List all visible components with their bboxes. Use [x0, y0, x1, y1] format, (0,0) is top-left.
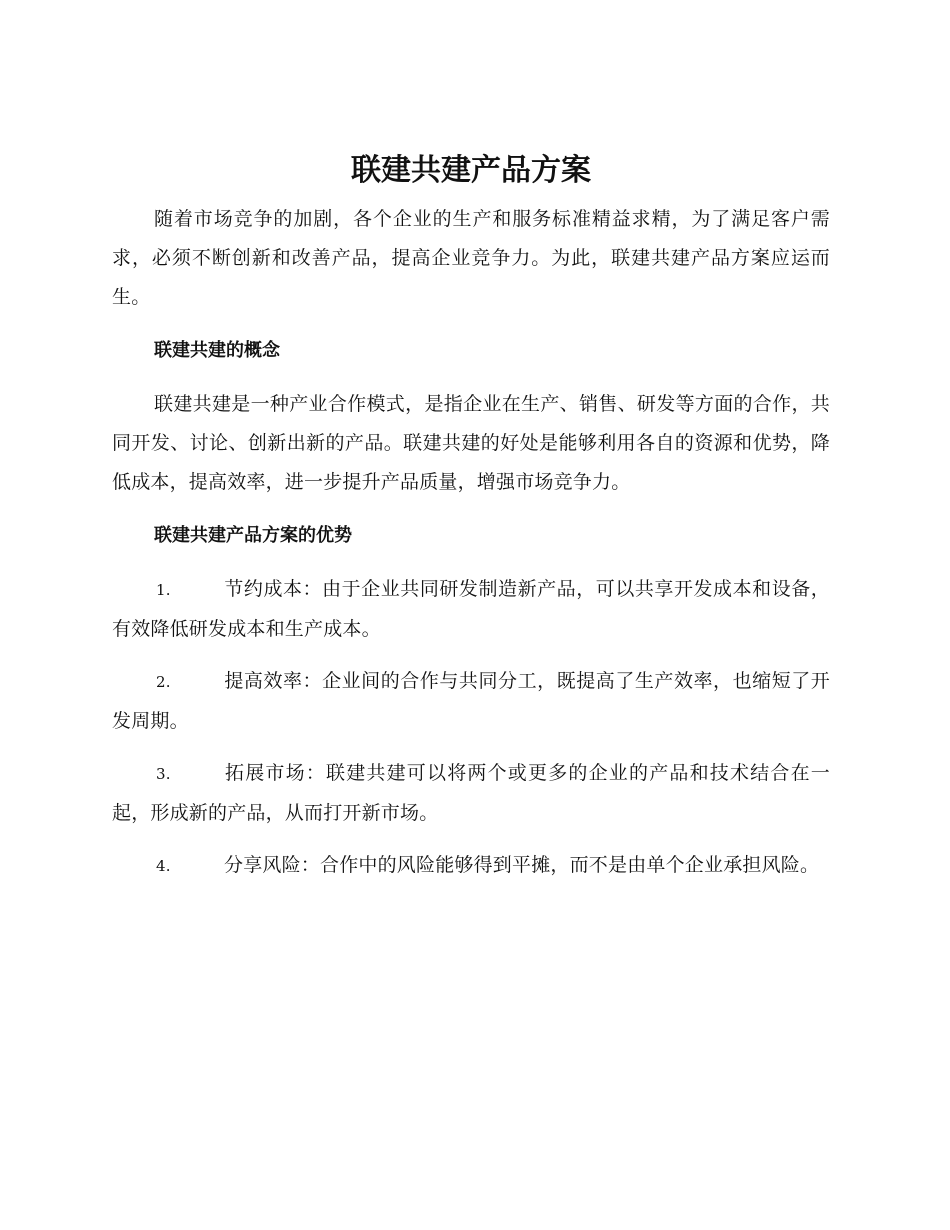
- concept-paragraph: 联建共建是一种产业合作模式，是指企业在生产、销售、研发等方面的合作，共同开发、讨论、创新出新的产品。联建共建的好处是能够利用各自的资源和优势，降低成本，提高效率，进一步提升产品质量，增强市场竞争力。: [112, 393, 830, 493]
- document-title: 联建共建产品方案: [351, 153, 591, 188]
- list-item-text: 节约成本：由于企业共同研发制造新产品，可以共享开发成本和设备，有效降低研发成本和生产成本。: [112, 578, 830, 640]
- list-item: [112, 570, 830, 649]
- list-item: [112, 662, 830, 741]
- list-item-number: 1.: [156, 581, 171, 599]
- document-page: [112, 148, 830, 899]
- section-heading-advantages: 联建共建产品方案的优势: [154, 525, 352, 546]
- list-item-text: 提高效率：企业间的合作与共同分工，既提高了生产效率，也缩短了开发周期。: [112, 670, 830, 732]
- list-item-text: 拓展市场：联建共建可以将两个或更多的企业的产品和技术结合在一起，形成新的产品，从而打开新市场。: [112, 762, 830, 824]
- list-item: [112, 846, 830, 886]
- list-item-number: 3.: [156, 765, 171, 783]
- list-item: [112, 754, 830, 833]
- list-item-text: 分享风险：合作中的风险能够得到平摊，而不是由单个企业承担风险。: [224, 854, 820, 876]
- list-item-number: 2.: [156, 673, 171, 691]
- list-item-number: 4.: [156, 857, 171, 875]
- section-heading-concept: 联建共建的概念: [154, 340, 280, 361]
- intro-paragraph: 随着市场竞争的加剧，各个企业的生产和服务标准精益求精，为了满足客户需求，必须不断创新和改善产品，提高企业竞争力。为此，联建共建产品方案应运而生。: [112, 208, 830, 308]
